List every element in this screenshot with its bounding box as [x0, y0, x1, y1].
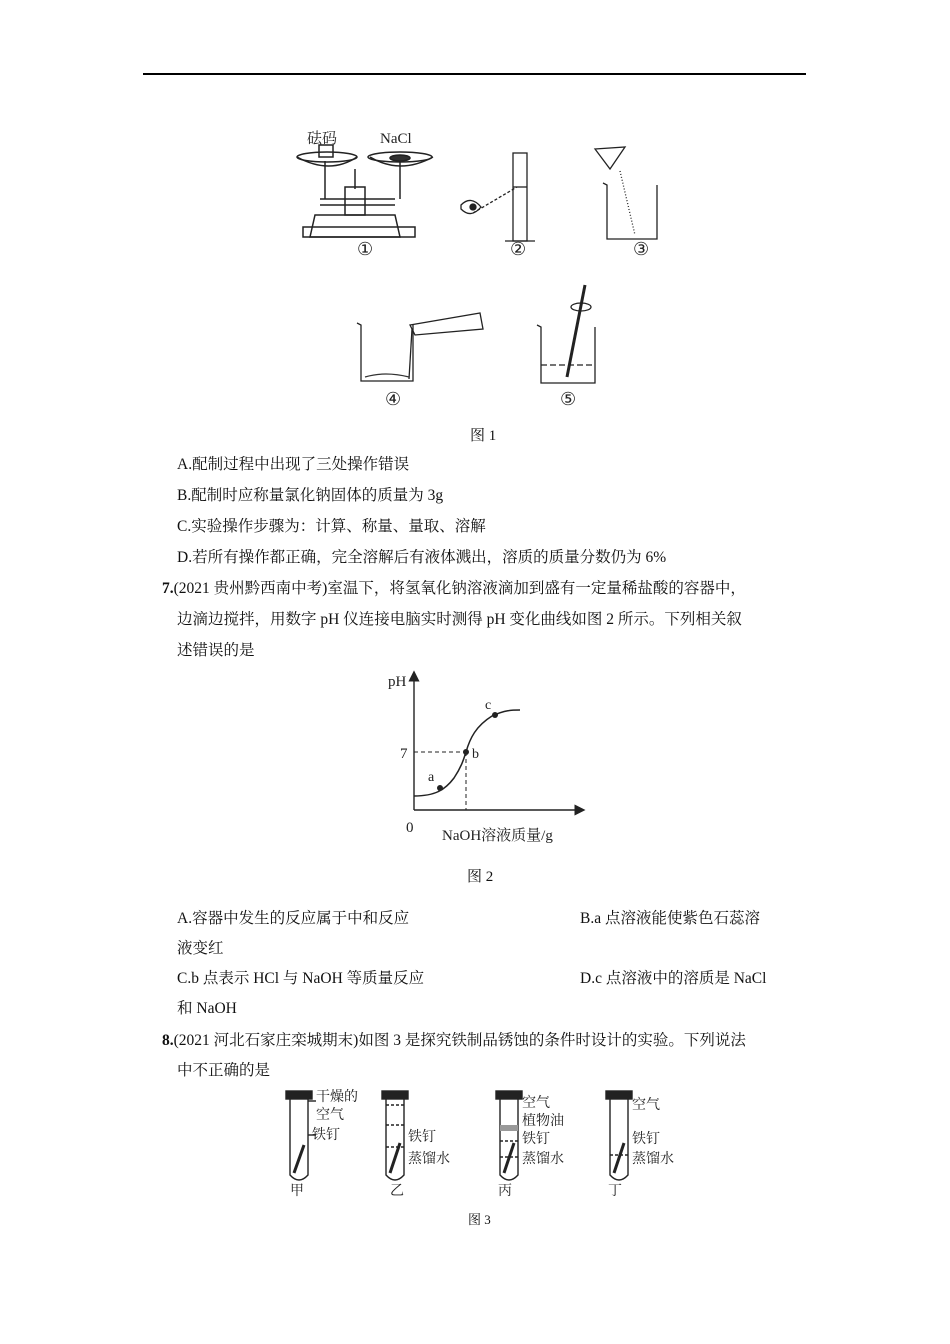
q6-option-d: D.若所有操作都正确，完全溶解后有液体溅出，溶质的质量分数仍为 6%	[177, 549, 667, 566]
q7-stem-line-1: 7.(2021 贵州黔西南中考)室温下，将氢氧化钠溶液滴加到盛有一定量稀盐酸的容器中，	[162, 580, 746, 597]
q8-stem-line-1: 8.(2021 河北石家庄栾城期末)如图 3 是探究铁制品锈蚀的条件时设计的实验。下列说法	[162, 1032, 746, 1049]
tick-7-label: 7	[400, 746, 408, 762]
q7-option-b-line-2: 液变红	[177, 940, 224, 957]
figure-2-ph-curve	[380, 668, 610, 848]
tube-yi-label-1: 铁钉	[408, 1130, 436, 1145]
nacl-label: NaCl	[380, 131, 412, 147]
tube-ding	[606, 1091, 632, 1180]
tube-ding-label-1: 空气	[632, 1098, 660, 1113]
figure-3-caption: 图 3	[468, 1212, 491, 1227]
beaker-cylinder-illustration	[357, 313, 483, 381]
tube-jia-label-3: 铁钉	[312, 1128, 340, 1143]
balance-illustration	[297, 145, 433, 237]
point-c	[492, 712, 498, 718]
tube-jia-name: 甲	[290, 1184, 304, 1199]
tube-jia-label-2: 空气	[316, 1108, 344, 1123]
point-b	[463, 749, 469, 755]
point-a-label: a	[428, 770, 435, 785]
q7-stem-line-2: 边滴边搅拌，用数字 pH 仪连接电脑实时测得 pH 变化曲线如图 2 所示。下列相关叙	[177, 611, 742, 628]
figure-1	[285, 125, 695, 415]
q7-option-c-line-2: 和 NaOH	[177, 1000, 237, 1017]
step-3-label: ③	[633, 239, 650, 259]
tube-bing-label-1: 空气	[522, 1096, 550, 1111]
point-a	[437, 785, 443, 791]
q6-option-a: A.配制过程中出现了三处操作错误	[177, 456, 410, 473]
tube-bing	[496, 1091, 522, 1180]
beaker-pour-illustration	[595, 147, 657, 239]
figure-3-test-tubes	[270, 1085, 700, 1205]
q7-option-b-line-1: B.a 点溶液能使紫色石蕊溶	[580, 910, 760, 927]
q8-stem-line-2: 中不正确的是	[177, 1062, 271, 1079]
weights-label: 砝码	[307, 131, 338, 147]
q6-option-c: C.实验操作步骤为：计算、称量、量取、溶解	[177, 518, 486, 535]
step-1-label: ①	[357, 239, 374, 259]
tube-bing-name: 丙	[498, 1184, 512, 1199]
q7-option-c-line-1: C.b 点表示 HCl 与 NaOH 等质量反应	[177, 970, 425, 987]
tube-bing-label-3: 铁钉	[522, 1132, 550, 1147]
x-axis-label: NaOH溶液质量/g	[442, 828, 553, 844]
tube-ding-label-3: 蒸馏水	[632, 1152, 674, 1167]
step-2-label: ②	[510, 239, 527, 259]
cylinder-illustration	[461, 153, 535, 241]
tube-ding-name: 丁	[608, 1184, 622, 1199]
q7-stem-line-3: 述错误的是	[177, 642, 255, 659]
y-axis-label: pH	[388, 674, 407, 690]
step-4-label: ④	[385, 389, 402, 409]
tube-yi-label-2: 蒸馏水	[408, 1152, 450, 1167]
origin-label: 0	[406, 820, 414, 836]
tube-bing-label-4: 蒸馏水	[522, 1152, 564, 1167]
figure-1-caption: 图 1	[470, 428, 497, 444]
q6-option-b: B.配制时应称量氯化钠固体的质量为 3g	[177, 487, 444, 504]
step-5-label: ⑤	[560, 389, 577, 409]
point-b-label: b	[472, 747, 479, 762]
q7-option-d: D.c 点溶液中的溶质是 NaCl	[580, 970, 767, 987]
header-rule	[143, 73, 806, 75]
beaker-stir-illustration	[537, 285, 595, 383]
q7-option-a: A.容器中发生的反应属于中和反应	[177, 910, 410, 927]
tube-yi	[382, 1091, 408, 1180]
tube-yi-name: 乙	[390, 1184, 404, 1199]
tube-jia-label-1: 干燥的	[316, 1090, 358, 1105]
q7-number: 7.	[162, 580, 174, 597]
figure-2-caption: 图 2	[467, 869, 494, 885]
tube-bing-label-2: 植物油	[522, 1114, 564, 1129]
tube-ding-label-2: 铁钉	[632, 1132, 660, 1147]
point-c-label: c	[485, 698, 492, 713]
q8-number: 8.	[162, 1032, 174, 1049]
